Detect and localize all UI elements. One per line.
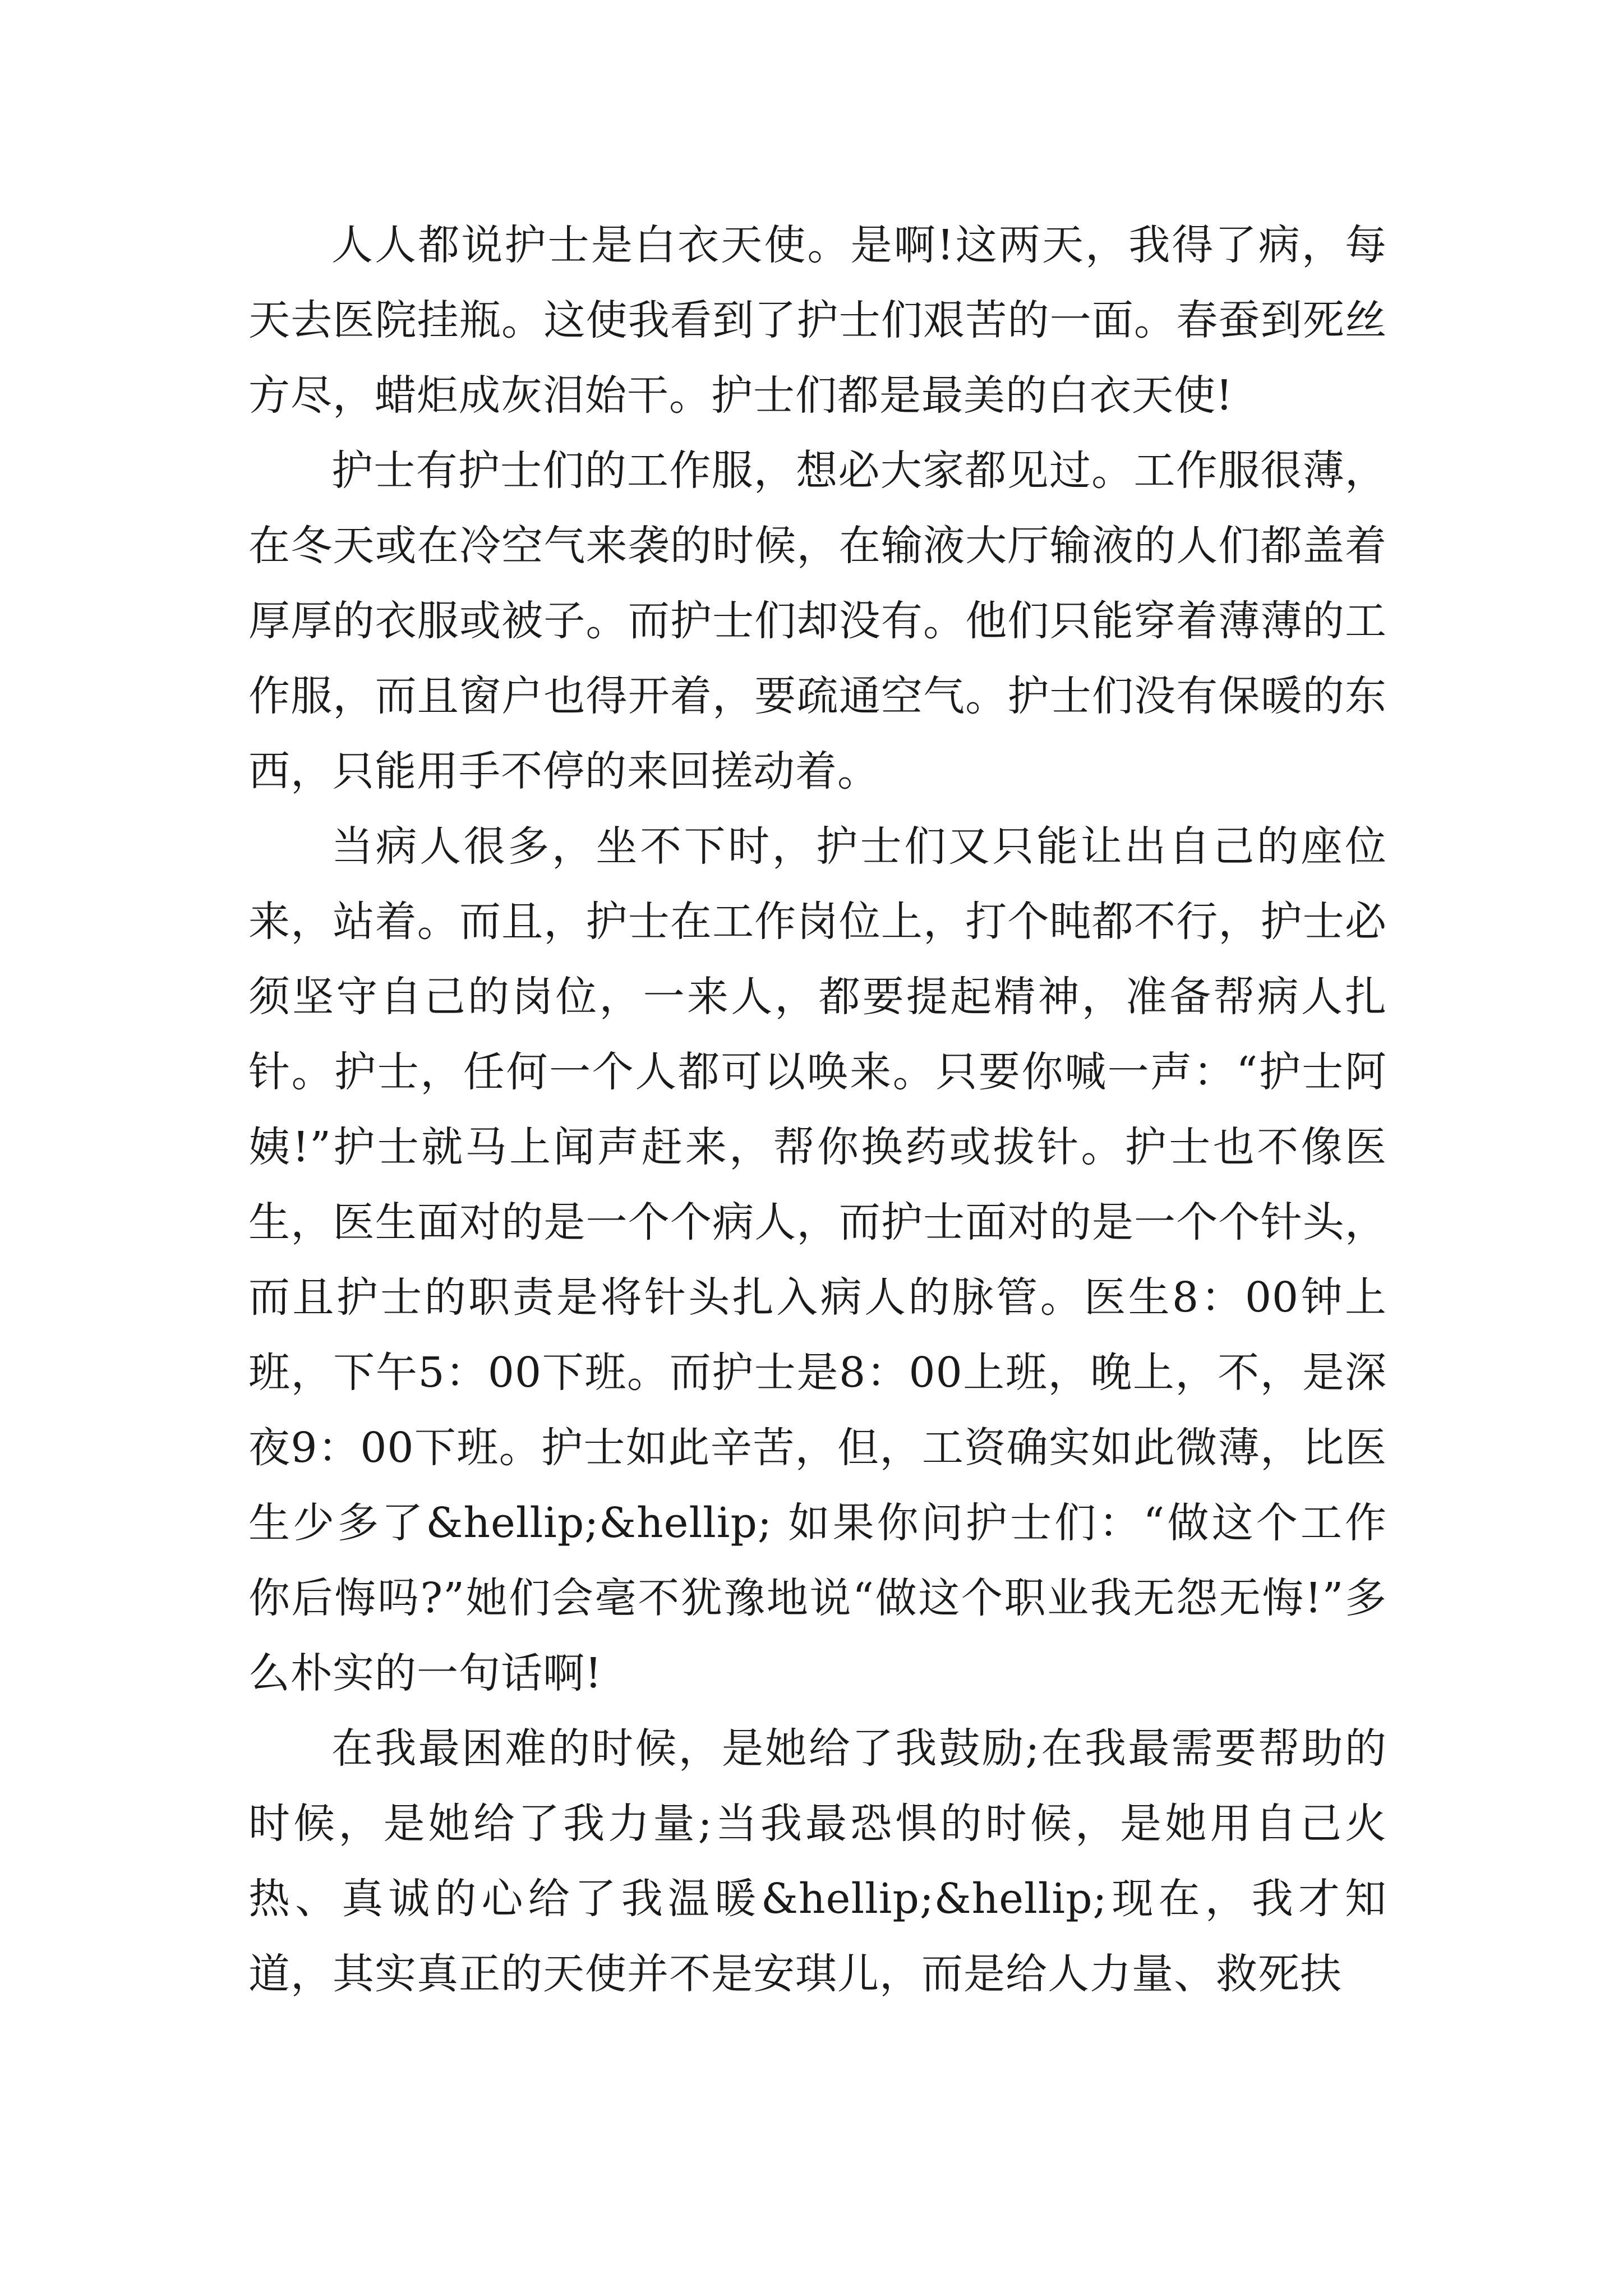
paragraph-3: 当病人很多，坐不下时，护士们又只能让出自己的座位来，站着。而且，护士在工作岗位上，打个盹都不行，护士必须坚守自己的岗位，一来人，都要提起精神，准备帮病人扎针。护士，任何一个人都可以唤来。只要你喊一声：“护士阿姨!”护士就马上闻声赶来，帮你换药或拔针。护士也不像医生，医生面对的是一个个病人，而护士面对的是一个个针头，而且护士的职责是将针头扎入病人的脉管。医生8：00钟上班，下午5：00下班。而护士是8：00上班，晚上，不，是深夜9：00下班。护士如此辛苦，但，工资确实如此微薄，比医生少多了&hellip;&hellip; 如果你问护士们：“做这个工作你后悔吗?”她们会毫不犹豫地说“做这个职业我无怨无悔!”多么朴实的一句话啊! (248, 822, 1387, 1697)
paragraph-4: 在我最困难的时候，是她给了我鼓励;在我最需要帮助的时候，是她给了我力量;当我最恐惧的时候，是她用自己火热、真诚的心给了我温暖&hellip;&hellip;现在，我才知道，其实真正的天使并不是安琪儿，而是给人力量、救死扶 (248, 1724, 1387, 1998)
paragraph-1: 人人都说护士是白衣天使。是啊!这两天，我得了病，每天去医院挂瓶。这使我看到了护士们艰苦的一面。春蚕到死丝方尽，蜡炬成灰泪始干。护士们都是最美的白衣天使! (248, 221, 1387, 420)
paragraph-2: 护士有护士们的工作服，想必大家都见过。工作服很薄，在冬天或在冷空气来袭的时候，在输液大厅输液的人们都盖着厚厚的衣服或被子。而护士们却没有。他们只能穿着薄薄的工作服，而且窗户也得开着，要疏通空气。护士们没有保暖的东西，只能用手不停的来回搓动着。 (248, 447, 1387, 795)
document-body (248, 208, 1387, 2012)
